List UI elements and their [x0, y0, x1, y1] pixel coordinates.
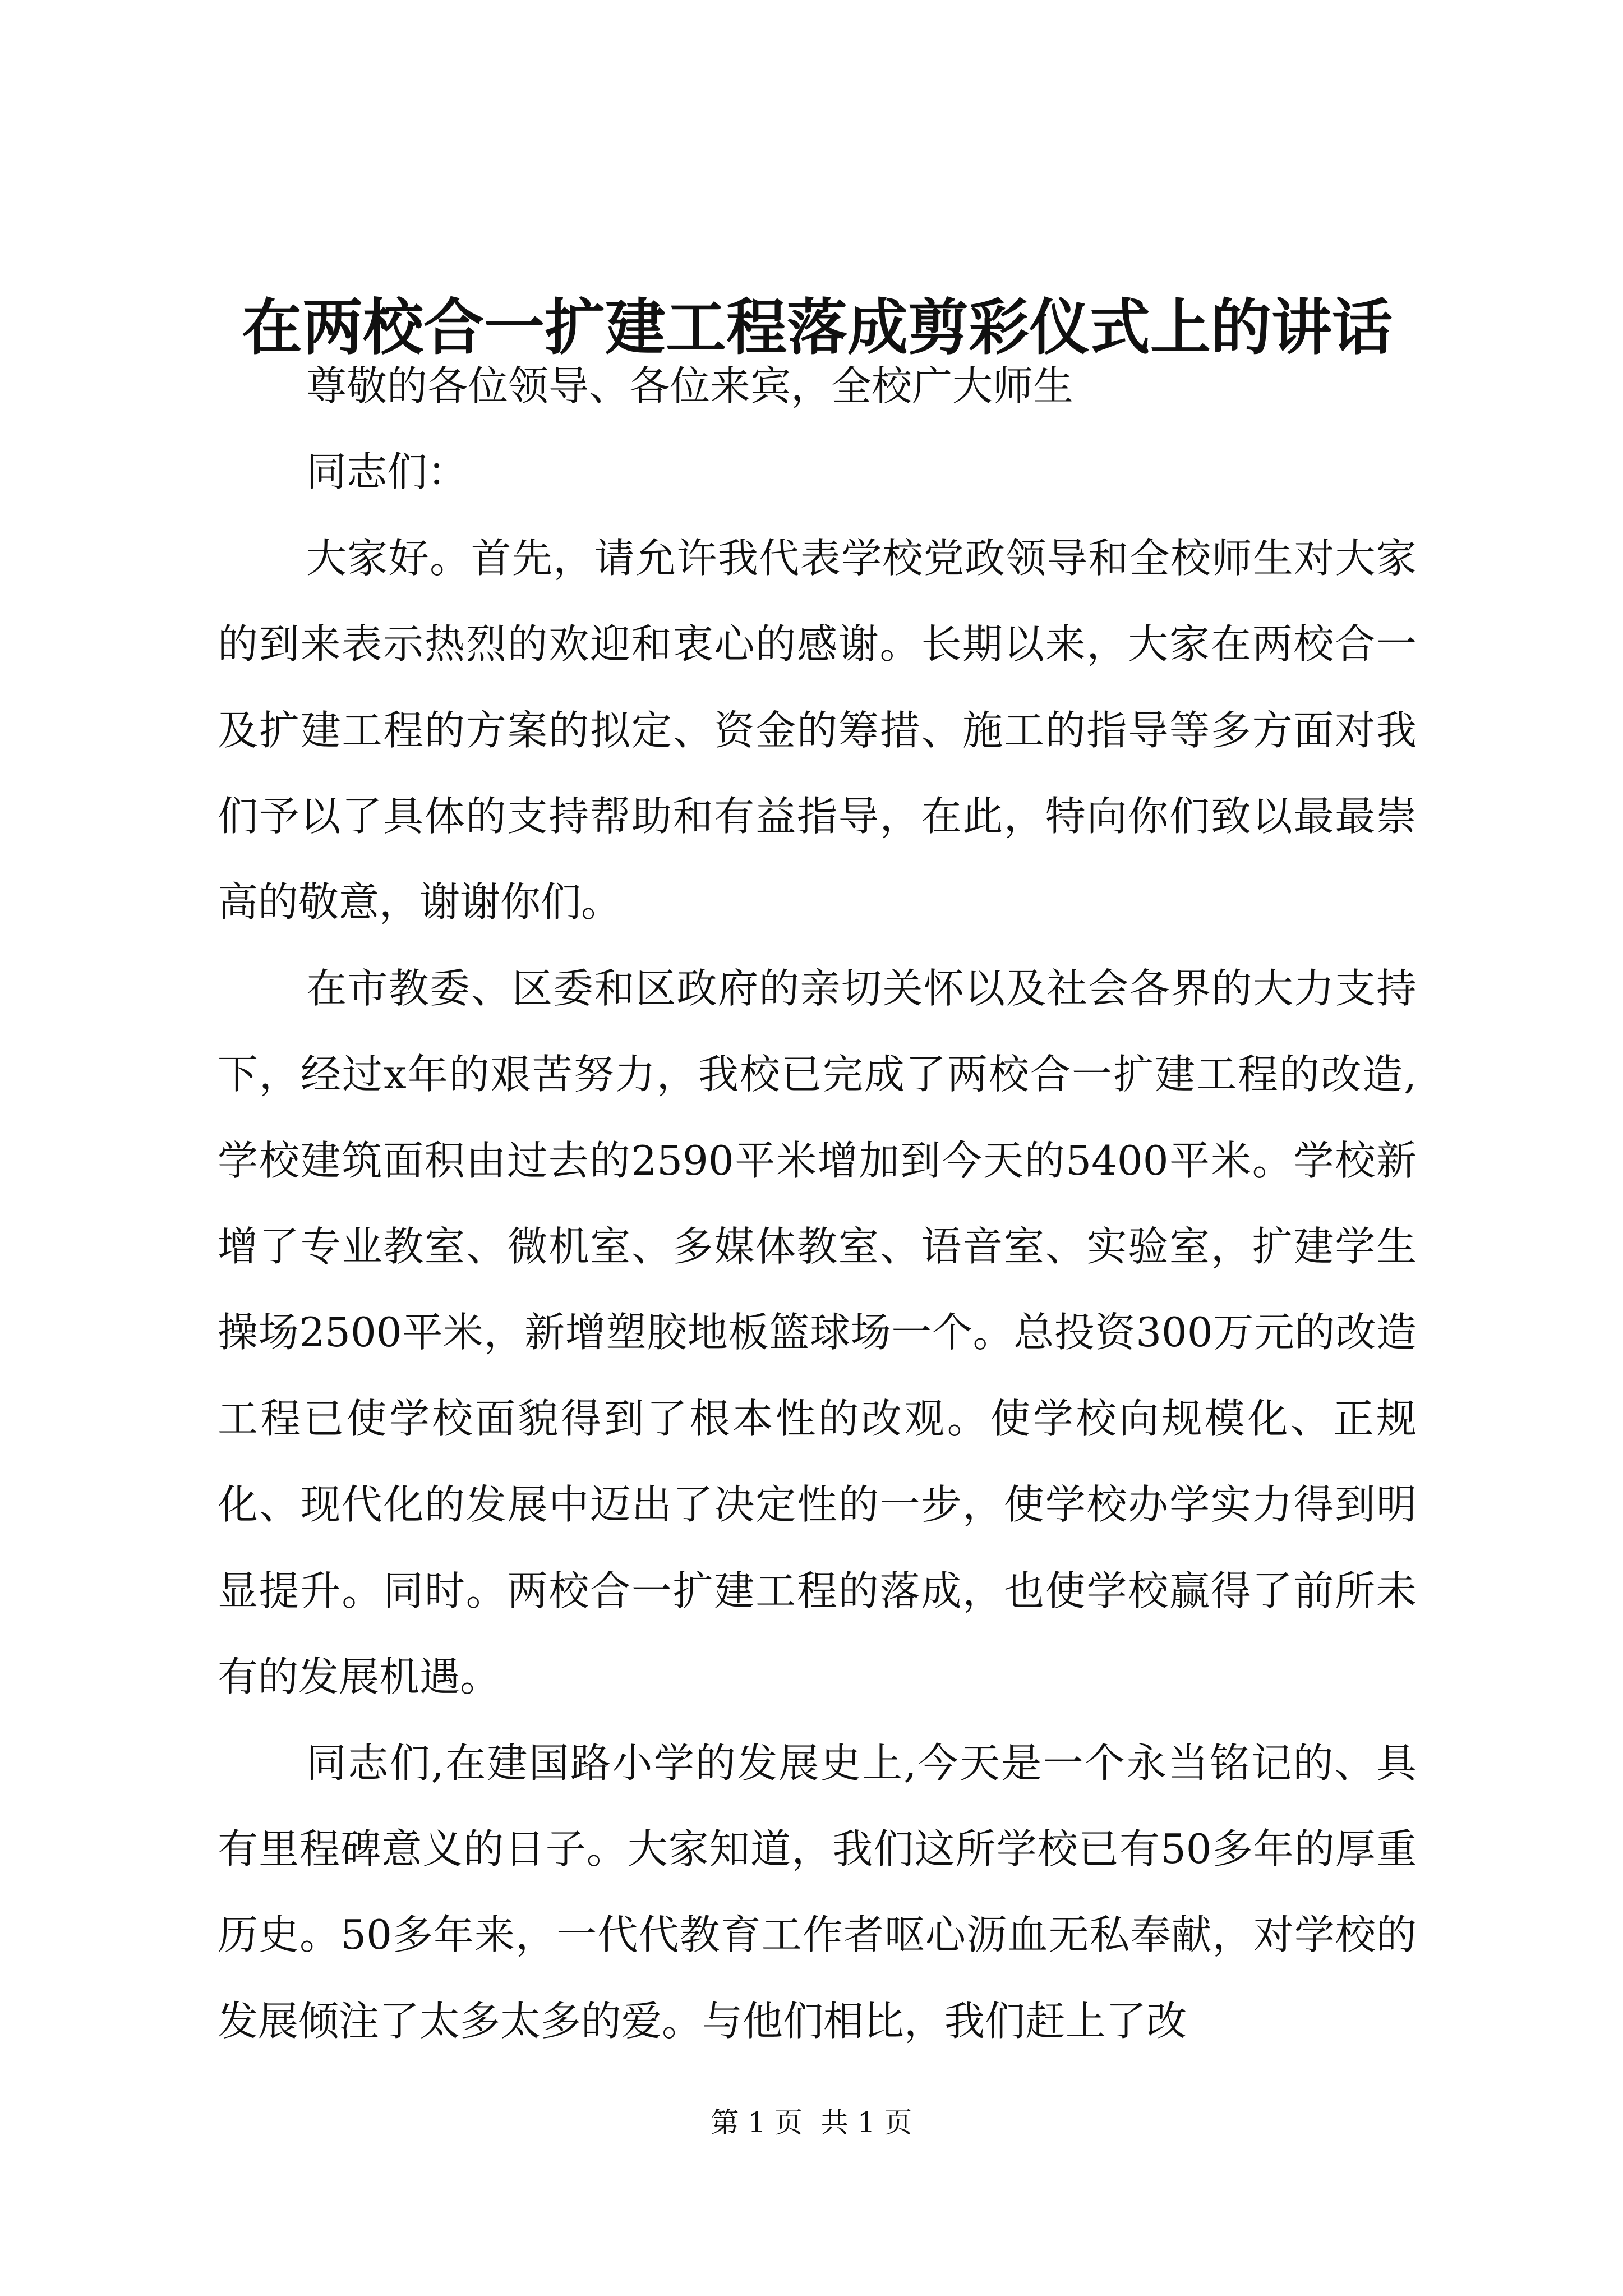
document-body: [218, 343, 1417, 2064]
greeting-line: 同志们：: [306, 448, 468, 496]
paragraph-welcome: 大家好。首先，请允许我代表学校党政领导和全校师生对大家的到来表示热烈的欢迎和衷心的感谢。长期以来，大家在两校合一及扩建工程的方案的拟定、资金的筹措、施工的指导等多方面对我们予以了具体的支持帮助和有益指导，在此，特向你们致以最最崇高的敬意，谢谢你们。: [218, 534, 1417, 926]
page-title: 在两校合一扩建工程落成剪彩仪式上的讲话: [241, 292, 1393, 363]
page-footer: 第 1 页 共 1 页: [711, 2106, 912, 2139]
paragraph-history: 同志们,在建国路小学的发展史上,今天是一个永当铭记的、具有里程碑意义的日子。大家知道，我们这所学校已有50多年的厚重历史。50多年来，一代代教育工作者呕心沥血无私奉献，对学校的发展倾注了太多太多的爱。与他们相比，我们赶上了改: [218, 1739, 1417, 2045]
salutation-line: 尊敬的各位领导、各位来宾，全校广大师生: [306, 362, 1074, 409]
paragraph-project: 在市教委、区委和区政府的亲切关怀以及社会各界的大力支持下，经过x年的艰苦努力，我校已完成了两校合一扩建工程的改造,学校建筑面积由过去的2590平米增加到今天的5400平米。学校新增了专业教室、微机室、多媒体教室、语音室、实验室，扩建学生操场2500平米，新增塑胶地板篮球场一个。总投资300万元的改造工程已使学校面貌得到了根本性的改观。使学校向规模化、正规化、现代化的发展中迈出了决定性的一步，使学校办学实力得到明显提升。同时。两校合一扩建工程的落成，也使学校赢得了前所未有的发展机遇。: [218, 964, 1417, 1701]
